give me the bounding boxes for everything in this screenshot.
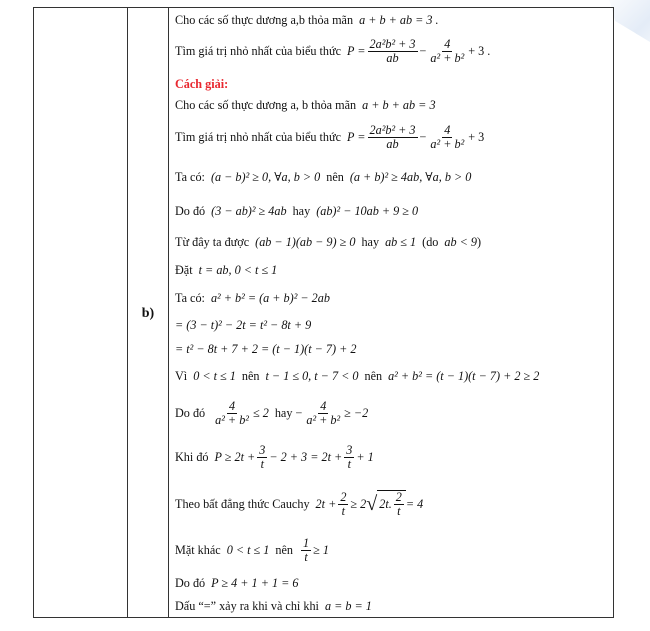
solution-line-6: [175, 257, 609, 283]
solution-column: [169, 8, 614, 618]
solution-heading: Cách giải:: [175, 76, 229, 91]
math-expression: ≤ 2: [252, 405, 269, 420]
math-expression: P ≥ 2t +: [214, 449, 256, 464]
solution-line-7: [175, 283, 609, 313]
radicand: 2t. $\frac{2}{t}$: [377, 490, 406, 518]
solution-text: Đặt: [175, 262, 193, 277]
operator: −: [419, 129, 427, 144]
math-expression: (a − b)² ≥ 0, ∀a, b > 0: [210, 169, 321, 184]
part-column: [128, 8, 169, 618]
math-expression: − 2 + 3 = 2t +: [269, 449, 343, 464]
fraction: $\frac{4}{\text{a² + b²}}$: [306, 398, 341, 427]
connector-word: nên: [364, 368, 383, 383]
math-expression: (3 − ab)² ≥ 4ab: [211, 203, 287, 218]
math-expression: = t² − 8t + 7 + 2 = (t − 1)(t − 7) + 2: [175, 341, 357, 356]
solution-text: Do đó: [175, 575, 206, 590]
math-expression: ≥ 1: [313, 542, 329, 557]
solution-text: Do đó: [175, 405, 206, 420]
math-expression: a² + b² = (a + b)² − 2ab: [210, 290, 330, 305]
math-expression: t − 1 ≤ 0, t − 7 < 0: [265, 368, 359, 383]
solution-line-12: [175, 435, 609, 479]
solution-line-10: [175, 361, 609, 391]
solution-line-9: [175, 337, 609, 361]
math-expression: ≥ −2: [344, 405, 369, 420]
solution-line-1: [175, 95, 609, 115]
problem-line-2: [175, 29, 609, 73]
solution-line-14: [175, 529, 609, 571]
fraction: $\frac{\text{2a²b² + 3}}{ab}$: [369, 36, 416, 65]
math-expression: ab < 9: [444, 234, 477, 249]
math-expression: + 1: [356, 449, 374, 464]
radical-sign: √: [366, 493, 378, 515]
solution-text: Vì: [175, 368, 188, 383]
solution-line-2: [175, 115, 609, 159]
problem-line-1: [175, 11, 609, 29]
solution-line-4: [175, 195, 609, 227]
solution-line-8: [175, 313, 609, 337]
fraction: $\frac{1}{t}$: [302, 535, 310, 564]
solution-text: Mặt khác: [175, 542, 221, 557]
math-expression: a = b = 1: [324, 598, 372, 613]
connector-word: hay: [292, 203, 311, 218]
problem-text: Cho các số thực dương a,b thỏa mãn: [175, 12, 354, 27]
math-expression: 2t +: [315, 496, 337, 511]
solution-table: [33, 7, 614, 618]
math-expression: ≥ 2: [350, 496, 367, 511]
math-expression: ab ≤ 1: [385, 234, 417, 249]
question-column: [34, 8, 128, 618]
math-expression: a + b + ab = 3: [362, 97, 436, 112]
solution-line-15: [175, 571, 609, 595]
fraction: $\frac{3}{t}$: [346, 442, 353, 471]
connector-word: nên: [241, 368, 260, 383]
solution-line-13: [175, 479, 609, 529]
solution-line-5: [175, 227, 609, 257]
fraction: $\frac{2}{t}$: [395, 490, 402, 518]
problem-condition: a + b + ab = 3 .: [359, 12, 439, 27]
solution-text: Khi đó: [175, 449, 209, 464]
solution-content: [169, 8, 613, 617]
connector-word: (do: [422, 234, 439, 249]
part-label: b): [141, 305, 155, 321]
solution-line-3: [175, 159, 609, 195]
fraction: $\frac{4}{\text{a² + b²}}$: [430, 36, 465, 65]
connector-word: ): [477, 234, 482, 249]
math-expression: P ≥ 4 + 1 + 1 = 6: [211, 575, 299, 590]
math-expression: 0 < t ≤ 1: [193, 368, 236, 383]
square-root: [366, 490, 406, 518]
connector-word: nên: [326, 169, 344, 184]
solution-text: Từ đây ta được: [175, 234, 250, 249]
solution-line-11: [175, 391, 609, 435]
solution-text: Dấu “=” xảy ra khi và chỉ khi: [175, 598, 319, 613]
math-expression: = 4: [405, 496, 424, 511]
connector-word: hay −: [274, 405, 303, 420]
solution-line-16: [175, 595, 609, 617]
fraction: $\frac{2}{t}$: [340, 489, 347, 518]
math-expression: 0 < t ≤ 1: [226, 542, 270, 557]
solution-text: Cho các số thực dương a, b thỏa mãn: [175, 97, 357, 112]
connector-word: hay: [361, 234, 380, 249]
math-expression: (ab − 1)(ab − 9) ≥ 0: [255, 234, 356, 249]
math-expression: a² + b² = (t − 1)(t − 7) + 2 ≥ 2: [388, 368, 540, 383]
math-expression: (ab)² − 10ab + 9 ≥ 0: [316, 203, 419, 218]
solution-text: Do đó: [175, 203, 206, 218]
solution-text: Tìm giá trị nhỏ nhất của biểu thức: [175, 129, 342, 144]
solution-text: Ta có:: [175, 169, 205, 184]
solution-text: Theo bất đẳng thức Cauchy: [175, 496, 310, 511]
expression-label: P =: [347, 129, 366, 144]
fraction: $\frac{4}{\text{a² + b²}}$: [430, 122, 465, 151]
problem-text: Tìm giá trị nhỏ nhất của biểu thức: [175, 43, 342, 58]
math-expression: = (3 − t)² − 2t = t² − 8t + 9: [175, 317, 312, 332]
fraction: $\frac{3}{t}$: [259, 442, 266, 471]
expression-label: P =: [347, 43, 366, 58]
fraction: $\frac{\text{2a²b² + 3}}{ab}$: [369, 122, 416, 151]
fraction: $\frac{4}{\text{a² + b²}}$: [215, 398, 249, 427]
expression-tail: + 3 .: [468, 43, 491, 58]
math-expression: t = ab, 0 < t ≤ 1: [198, 262, 278, 277]
connector-word: nên: [275, 542, 293, 557]
operator: −: [419, 43, 427, 58]
solution-text: Ta có:: [175, 290, 205, 305]
math-expression: (a + b)² ≥ 4ab, ∀a, b > 0: [349, 169, 472, 184]
expression-tail: + 3: [468, 129, 485, 144]
